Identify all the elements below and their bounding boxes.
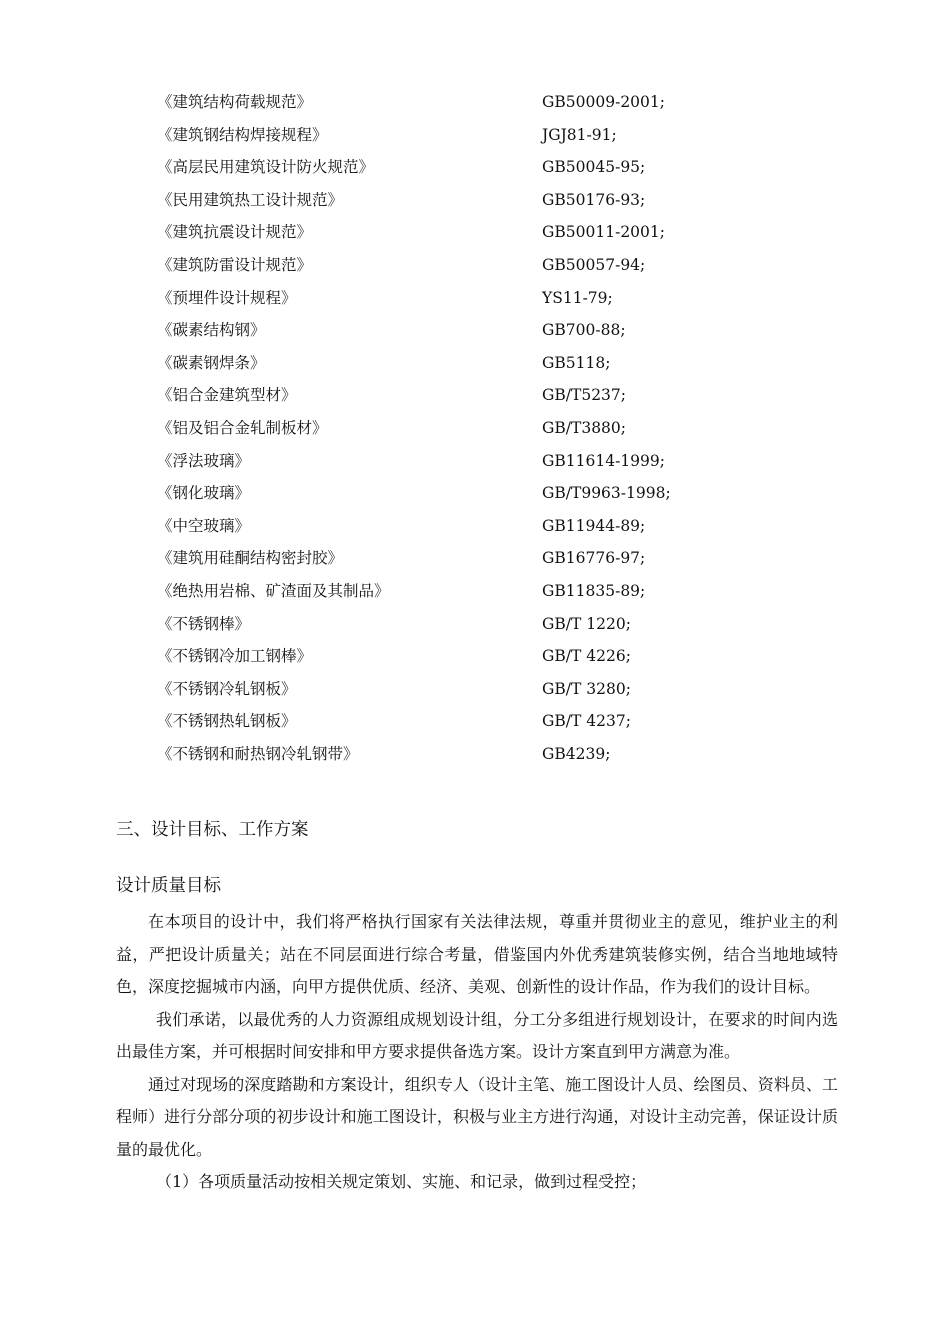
standard-code: GB50045-95; [542, 158, 646, 177]
standard-name: 《铝及铝合金轧制板材》 [157, 418, 328, 437]
section-title: 三、设计目标、工作方案 [116, 820, 309, 840]
paragraph-process: 通过对现场的深度踏勘和方案设计，组织专人（设计主笔、施工图设计人员、绘图员、资料员、工程师）进行分部分项的初步设计和施工图设计，积极与业主方进行沟通，对设计主动完善，保证设计质量的最优化。 [116, 1074, 838, 1159]
standard-name: 《建筑防雷设计规范》 [157, 255, 313, 274]
standard-name: 《碳素结构钢》 [157, 321, 266, 340]
standard-row [0, 347, 950, 380]
standard-row [0, 314, 950, 347]
standard-row [0, 282, 950, 315]
standard-row [0, 640, 950, 673]
standard-name: 《高层民用建筑设计防火规范》 [157, 158, 375, 177]
standard-name: 《不锈钢棒》 [157, 614, 251, 633]
standard-row [0, 151, 950, 184]
paragraph-item-1: （1）各项质量活动按相关规定策划、实施、和记录，做到过程受控； [156, 1172, 647, 1191]
standard-name: 《钢化玻璃》 [157, 484, 251, 503]
standard-code: GB/T5237; [542, 386, 627, 405]
standard-name: 《不锈钢冷加工钢棒》 [157, 647, 313, 666]
standard-row [0, 608, 950, 641]
standard-name: 《碳素钢焊条》 [157, 353, 266, 372]
standard-name: 《中空玻璃》 [157, 516, 251, 535]
standard-name: 《民用建筑热工设计规范》 [157, 190, 344, 209]
standard-code: GB/T 4237; [542, 712, 631, 731]
standard-code: GB4239; [542, 744, 611, 763]
standard-name: 《建筑用硅酮结构密封胶》 [157, 549, 344, 568]
standard-row [0, 379, 950, 412]
standard-name: 《建筑钢结构焊接规程》 [157, 125, 328, 144]
standard-row [0, 705, 950, 738]
standard-row [0, 542, 950, 575]
standard-row [0, 673, 950, 706]
standard-code: GB11944-89; [542, 516, 646, 535]
standard-row [0, 184, 950, 217]
standard-code: GB16776-97; [542, 549, 646, 568]
standard-row [0, 575, 950, 608]
standard-name: 《绝热用岩棉、矿渣面及其制品》 [157, 581, 390, 600]
standard-code: GB50176-93; [542, 190, 646, 209]
paragraph-design-goal: 在本项目的设计中，我们将严格执行国家有关法律法规，尊重并贯彻业主的意见，维护业主的利益，严把设计质量关；站在不同层面进行综合考量，借鉴国内外优秀建筑装修实例，结合当地地域特色，深度挖掘城市内涵，向甲方提供优质、经济、美观、创新性的设计作品，作为我们的设计目标。 [116, 912, 838, 996]
standard-row [0, 216, 950, 249]
standard-row [0, 477, 950, 510]
subsection-title: 设计质量目标 [116, 876, 221, 896]
standard-code: GB50011-2001; [542, 223, 665, 242]
standard-name: 《建筑结构荷载规范》 [157, 93, 313, 111]
body-text [116, 906, 838, 1199]
standard-row [0, 249, 950, 282]
standard-code: GB11835-89; [542, 581, 646, 600]
standard-name: 《不锈钢热轧钢板》 [157, 712, 297, 731]
standard-row [0, 738, 950, 771]
standard-row [0, 86, 950, 119]
standard-name: 《铝合金建筑型材》 [157, 386, 297, 405]
standards-list [0, 86, 950, 770]
standard-row [0, 510, 950, 543]
standard-code: GB700-88; [542, 321, 626, 340]
standard-row [0, 445, 950, 478]
standard-name: 《预埋件设计规程》 [157, 288, 297, 307]
standard-row [0, 412, 950, 445]
standard-code: GB/T 1220; [542, 614, 631, 633]
standard-code: GB/T3880; [542, 418, 627, 437]
standard-name: 《建筑抗震设计规范》 [157, 223, 313, 242]
standard-row [0, 119, 950, 152]
standard-name: 《不锈钢冷轧钢板》 [157, 679, 297, 698]
standard-code: GB/T9963-1998; [542, 484, 671, 503]
standard-code: GB11614-1999; [542, 451, 665, 470]
paragraph-commitment: 我们承诺，以最优秀的人力资源组成规划设计组，分工分多组进行规划设计，在要求的时间内选出最佳方案，并可根据时间安排和甲方要求提供备选方案。设计方案直到甲方满意为准。 [116, 1009, 838, 1061]
standard-code: GB/T 4226; [542, 647, 631, 666]
standard-name: 《浮法玻璃》 [157, 451, 251, 470]
standard-code: GB5118; [542, 353, 611, 372]
standard-code: YS11-79; [542, 288, 613, 307]
standard-name: 《不锈钢和耐热钢冷轧钢带》 [157, 744, 359, 763]
standard-code: GB/T 3280; [542, 679, 631, 698]
standard-code: GB50057-94; [542, 255, 646, 274]
standard-code: GB50009-2001; [542, 93, 665, 111]
standard-code: JGJ81-91; [542, 125, 617, 144]
